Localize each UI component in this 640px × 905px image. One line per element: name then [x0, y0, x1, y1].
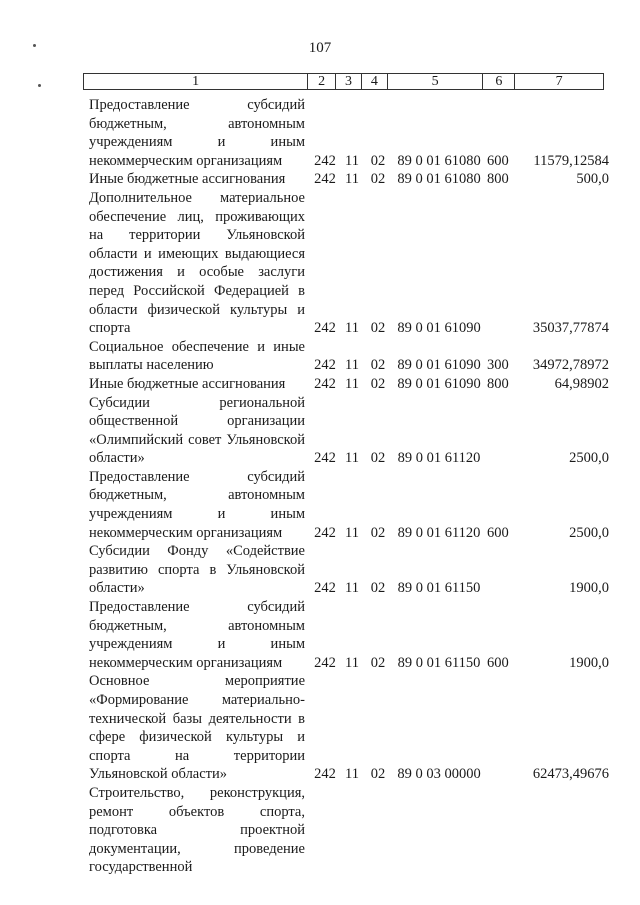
amount: 2500,0: [569, 524, 609, 541]
table-row: [0, 96, 640, 170]
code-expense-type: 600: [487, 524, 509, 541]
code-subsection: 02: [370, 654, 386, 671]
code-target: 89 0 01 61090: [397, 320, 481, 337]
header-col-2: 2: [308, 74, 336, 89]
code-subsection: 02: [370, 450, 386, 467]
code-subsection: 02: [370, 320, 386, 337]
row-codes: [305, 170, 609, 189]
amount: 500,0: [576, 171, 609, 188]
row-codes: [305, 449, 609, 468]
header-col-4: 4: [362, 74, 388, 89]
code-target: 89 0 01 61120: [397, 450, 481, 467]
code-target: 89 0 01 61080: [397, 152, 481, 169]
row-codes: [305, 152, 609, 171]
row-name: Субсидии региональной общественной организации «Олимпийский совет Ульяновской области»: [89, 394, 305, 467]
code-section: 11: [345, 524, 359, 541]
amount: 11579,12584: [533, 152, 609, 169]
row-codes: [305, 319, 609, 338]
code-section: 11: [345, 375, 359, 392]
table-row: [0, 784, 640, 877]
code-target: 89 0 01 61120: [397, 524, 481, 541]
table-row: [0, 394, 640, 468]
code-section: 11: [345, 450, 359, 467]
code-section: 11: [345, 654, 359, 671]
code-target: 89 0 03 00000: [397, 766, 481, 783]
header-col-5: 5: [388, 74, 484, 89]
code-section: 11: [345, 580, 359, 597]
code-subsection: 02: [370, 580, 386, 597]
code-subsection: 02: [370, 766, 386, 783]
code-ministry: 242: [314, 766, 336, 783]
table-row: [0, 170, 640, 189]
code-target: 89 0 01 61080: [397, 171, 481, 188]
row-codes: [305, 524, 609, 543]
code-expense-type: 800: [487, 375, 509, 392]
code-target: 89 0 01 61150: [397, 580, 481, 597]
code-subsection: 02: [370, 375, 386, 392]
row-codes: [305, 765, 609, 784]
amount: 1900,0: [569, 654, 609, 671]
amount: 35037,77874: [532, 320, 609, 337]
code-ministry: 242: [314, 654, 336, 671]
header-col-7: 7: [555, 74, 563, 89]
code-ministry: 242: [314, 375, 336, 392]
code-section: 11: [345, 766, 359, 783]
row-name: Субсидии Фонду «Содействие развитию спорта в Ульяновской области»: [89, 543, 305, 597]
table-row: [0, 672, 640, 784]
code-ministry: 242: [314, 171, 336, 188]
header-col-6: 6: [483, 74, 515, 89]
code-target: 89 0 01 61150: [397, 654, 481, 671]
row-codes: [305, 579, 609, 598]
code-expense-type: 800: [487, 171, 509, 188]
scan-speck: [33, 44, 36, 47]
code-section: 11: [345, 357, 359, 374]
header-col-1: 1: [84, 74, 308, 89]
row-name: Строительство, реконструкция, ремонт объектов спорта, подготовка проектной документации, проведение государственной: [89, 784, 305, 876]
row-name: Предоставление субсидий бюджетным, автономным учреждениям и иным некоммерческим организациям: [89, 599, 305, 671]
code-subsection: 02: [370, 524, 386, 541]
code-ministry: 242: [314, 450, 336, 467]
table-row: [0, 375, 640, 394]
table-row: [0, 598, 640, 672]
row-name: Иные бюджетные ассигнования: [89, 171, 286, 188]
row-codes: [305, 356, 609, 375]
code-subsection: 02: [370, 357, 386, 374]
amount: 2500,0: [569, 450, 609, 467]
code-subsection: 02: [370, 152, 386, 169]
code-target: 89 0 01 61090: [397, 357, 481, 374]
amount: 64,98902: [554, 375, 609, 392]
header-col-3: 3: [336, 74, 362, 89]
code-section: 11: [345, 152, 359, 169]
code-ministry: 242: [314, 524, 336, 541]
row-name: Предоставление субсидий бюджетным, автономным учреждениям и иным некоммерческим организациям: [89, 468, 305, 541]
code-subsection: 02: [370, 171, 386, 188]
table-row: [0, 468, 640, 542]
table-row: [0, 542, 640, 598]
row-name: Предоставление субсидий бюджетным, автономным учреждениям и иным некоммерческим организациям: [89, 97, 305, 169]
code-ministry: 242: [314, 320, 336, 337]
amount: 34972,78972: [532, 357, 609, 374]
budget-table-body: [0, 96, 640, 877]
code-ministry: 242: [314, 152, 336, 169]
row-codes: [305, 375, 609, 394]
code-expense-type: 600: [487, 152, 509, 169]
row-name: Основное мероприятие «Формирование материально-технической базы деятельности в сфере физической культуры и спорта на территории Ульяновской области»: [89, 673, 305, 783]
row-name: Дополнительное материальное обеспечение лиц, проживающих на территории Ульяновской области и имеющих выдающиеся достижения и особые заслуги перед Российской Федерацией в области физической культуры и спорта: [89, 189, 305, 337]
code-section: 11: [345, 171, 359, 188]
table-row: [0, 189, 640, 338]
code-ministry: 242: [314, 357, 336, 374]
row-name: Иные бюджетные ассигнования: [89, 375, 286, 392]
code-expense-type: 600: [487, 654, 509, 671]
code-section: 11: [345, 320, 359, 337]
table-row: [0, 338, 640, 375]
code-expense-type: 300: [487, 357, 509, 374]
code-target: 89 0 01 61090: [397, 375, 481, 392]
row-name: Социальное обеспечение и иные выплаты населению: [89, 338, 305, 374]
amount: 1900,0: [569, 580, 609, 597]
amount: 62473,49676: [532, 766, 609, 783]
page-number: 107: [308, 40, 332, 56]
row-codes: [305, 654, 609, 673]
scan-speck: [38, 84, 41, 87]
code-ministry: 242: [314, 580, 336, 597]
table-header: [83, 73, 604, 90]
